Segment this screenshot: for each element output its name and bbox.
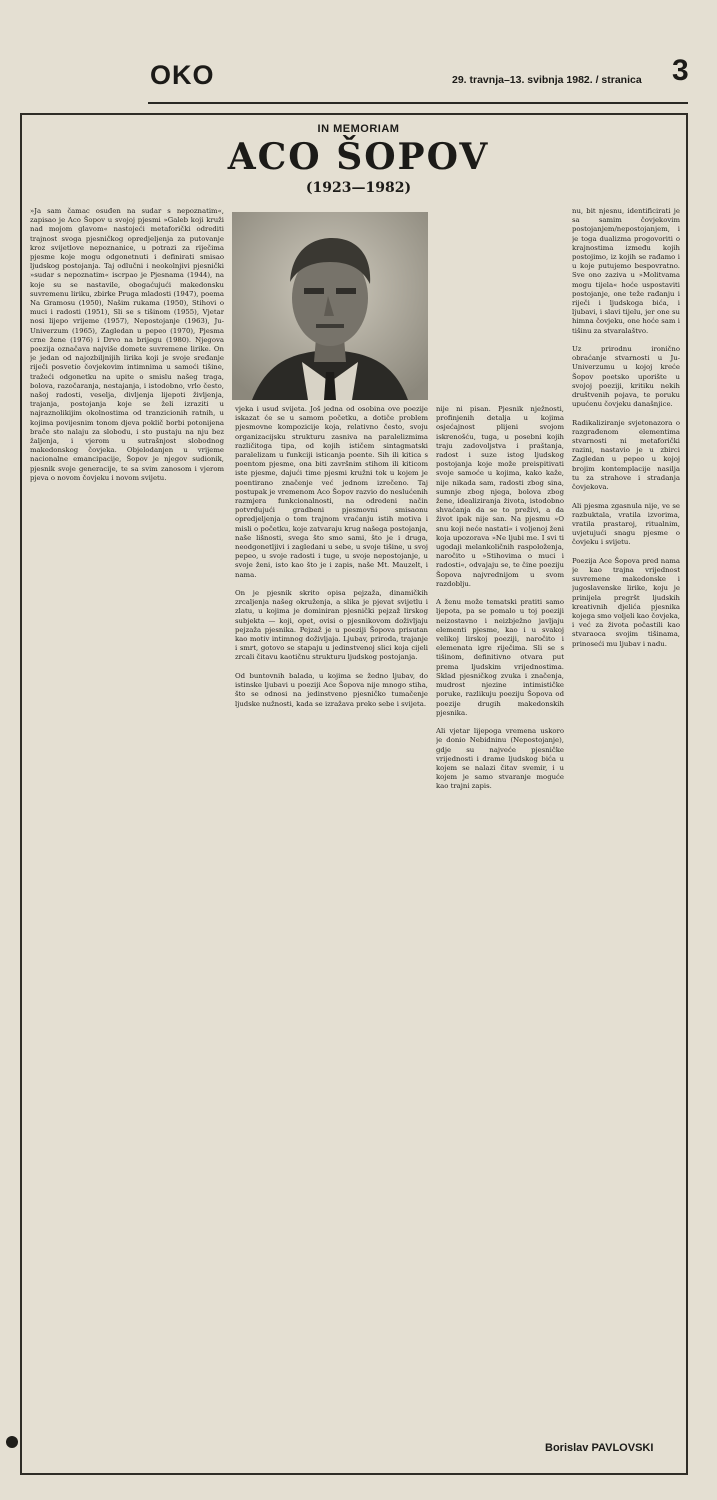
article-author: Borislav PAVLOVSKI — [545, 1442, 654, 1454]
binding-hole — [6, 1436, 18, 1448]
article-column-1: »Ja sam čamac osuđen na sudar s nepoznatim«, zapisao je Aco Šopov u svojoj pjesmi »Galeb koji kruži nad mojom glavom« nastojeći metaforički odrediti trajnost svoga pjesničkog opredjeljenja za putovanje kroz svijetlove nepoznanice, u potrazi za riječima pjesme koje mogu odgonetnuti i definirati smisao ljudskog postojanja. Taj odlučni i neokolnjivi pjesnički »sudar s nepoznatim« iscrpao je Pjesnama (1944), na koje su se nastavile, obogaćujući makedonsku suvremenu liriku, zbirke Pruga mladosti (1947), poema Na Gramosu (1950), Našim rukama (1950), Stihovi o muci i radosti (1951), Sli se s tišinom (1955), Vjetar nosi lijepo vrijeme (1957), Nepostojanje (1963), Ju-Univerzum (1965), Zagledan u pepeo (1970), Pjesma crne žene (1976) i Drvo na brijegu (1980). Njegova poezija označava najviše domete suvremene lirike. On je jedan od najozbiljnijih lirika koji je svoje sređanje riječi posvetio čovjekovim intimnima u samoći tišine, tražeći odgonetku na upite o smislu našeg traga, bolova, razočaranja, nestajanja, i istodobno, vrlo često, našoj radosti, veselja, divljenja lijepoti življenja, trajanja, postojanja koje se želi izraziti u najraznolikijim okolnostima od tranzicionih ratnih, u kojima povijesnim tonom djeva poklič borbi potonijena brače sto nalaju za slobodu, i sto pustaju na nju bez žaljenja, i vjerom u sutrašnjost slobodnog makedonskog čovjeka. Objelodanjen u vrijeme nacionalne emancipacije, Šopov je njegov sudionik, pjesnik svoje generacije, te sa svim zanosom i vjerom pjeva o novom čovjeku i novom svijetu. — [30, 207, 224, 482]
article-column-4: nu, bit njesnu, identificirati je sa samim čovjekovim postojanjem/nepostojanjem, i je toga dualizma progovoriti o krajnostima između kojih postojimo, iz kojih se rađamo i u koje putujemo bespovratno. Sve ono zaziva u »Molitvama mogu tijela« hoće uspostaviti postojanje, one teže rađanju i riječi i ljudskoga bića, i ljubavi, i slavi tijelu, jer one su himna čovjeku, one hoće sam i tišinu za stvaralaštvo. Uz prirodnu ironično obraćanje stvarnosti u Ju-Univerzumu u kojoj kreće Šopov poetsko uporište u svojoj poeziji, kritiku nekih društvenih pojava, te poruku upućenu čovjeku današnjice. Radikaliziranje svjetonazora o razgrađenom elementima stvarnosti ni metaforički razini, nastavio je u zbirci Zagledan u pepeo u kojoj brojim kontemplacije nasilja tu za strahove i stradanja čovjekova. Ali pjesma zgasnula nije, ve se razbuktala, vratila izvorima, vratila prastaroj, ritualnim, uvjetujući snagu pjesme o čovjeku i svijetu. Poezija Ace Šopova pred nama je kao trajna vrijednost suvremene makedonske i jugoslavenske lirike, koju je prinijela pregršt ljudskih kreativnih djelića pjesnika kojega smo voljeli kao čovjeka, i već za života počastili kao stvaraoca svojim tišinama, prinoseći mu ljubav i nadu. — [572, 207, 680, 648]
header-rule — [148, 102, 688, 104]
issue-date: 29. travnja–13. svibnja 1982. / stranica — [452, 74, 642, 86]
portrait-photo — [232, 212, 428, 400]
article-years: (1923—1982) — [305, 180, 412, 196]
article-kicker: IN MEMORIAM — [317, 123, 400, 135]
article-column-2: vjeka i usud svijeta. Još jedna od osobina ove poezije iskazat će se u samom početku, a dotiče problem pjesmovne kompozicije koja, relativno često, svoju organizacijsku strukturu zasniva na paralelizmima različitoga tipa, od kojih ističem sintagmatski paralelizam u funkciji isticanja poente. Sih ili kitica s poentom pjesme, ona biti završnim stihom ili kiticom iste pjesme, dajući time pjesmi kružni tok u kojem je poentirano značenje već jednom izrečeno. Taj postupak je vremenom Aco Šopov razvio do neslućenih razmjera funkcionalnosti, na odredeni način potvrđujući gradbeni pjesmovni smisaonu opredjeljenja o tom trajnom vraćanju istih motiva i misli o početku, koje zatvaraju krug našega postojanja, naše lišnosti, svega što smo sami, što je i druga, neodgonetljivi i zagledani u sebe, u svoje tišine, u svoj pepeo, u svoje radosti i tuge, u svoje nepostojanje, u svoje ženi, isto kao što je i zapis, naše Mt. Mauzelt, i nama. On je pjesnik skrito opisa pejzaža, dinamičkih zrcaljenja našeg okruženja, a slika je pjevat svijetlu i zlatu, u kojima je dominiran pjesnički pejzaž lirskog subjekta — koji, opet, ovisi o pjesnikovom doživljaju pejzaža pjesnika. Pejzaž je u poeziji Šopova prisutan kao motiv intimnog doživljaja. Ljubav, priroda, trajanje i smrt, gotovo se stapaju u jedinstvenoj slici koja cijeli zrcali čitavu kaotičnu strukturu ljudskog postojanja. Od buntovnih balada, u kojima se žedno ljubav, do istinske ljubavi u poeziji Ace Šopova nije mnogo stiha, što se odnosi na jedinstveno pjesničko tumačenje ljudske nužnosti, kada se izražava preko sebe i svijeta. — [235, 405, 428, 708]
adjacent-page-edge — [0, 280, 12, 1440]
page-number: 3 — [672, 54, 689, 87]
publication-name: OKO — [150, 60, 215, 90]
article-title: ACO ŠOPOV — [227, 136, 490, 178]
article-column-3: nije ni pisan. Pjesnik nježnosti, profinjenih detalja u kojima osjećajnost plijeni svojom iskrenošću, tuga, u posebni kojih traju zadovoljstva i praštanja, radost i suze istog ljudskog postojanja koje može preispitivati svoje samoće u kojima, kako kaže, nije nikada sam, radosti zbog sina, sumnje zbog njega, bolova zbog žene, idealiziranja života, istodobno shvaćanja da se to preživi, a da život ipak nije san. Na pjesmu »O snu koji neće nastati« i voljenoj ženi koja upozorava »Ne ljubi me. I svi ti ugodaji melankoličnih raspoloženja, naročito u »Stihovima o muci i radosti«, odvajaju se, te čine poeziju Šopova najvrednijom u svom razdoblju. A ženu može tematski pratiti samo ljepota, pa se pomalo u toj poeziji neizostavno i neizbježno javljaju elementi pjesme, kao i u svakoj velikoj lirskoj poeziji, naročito i elemenata igre riječima. Sli se s tišinom, definitivno otvara put prema ljudskim vrijednostima. Sklad pjesničkog zvuka i značenja, mudrost njezine intimističke poruke, razlikuju poeziju Šopova od poezije drugih makedonskih pjesnika. Ali vjetar lijepoga vremena uskoro je donio Nebidninu (Nepostojanje), gdje su najveće pjesničke vrijednosti i drame ljudskog bića u kojem se nalazi čitav svemir, i u kojem je samo stvaranje moguće kao trajni zapis. — [436, 405, 564, 791]
